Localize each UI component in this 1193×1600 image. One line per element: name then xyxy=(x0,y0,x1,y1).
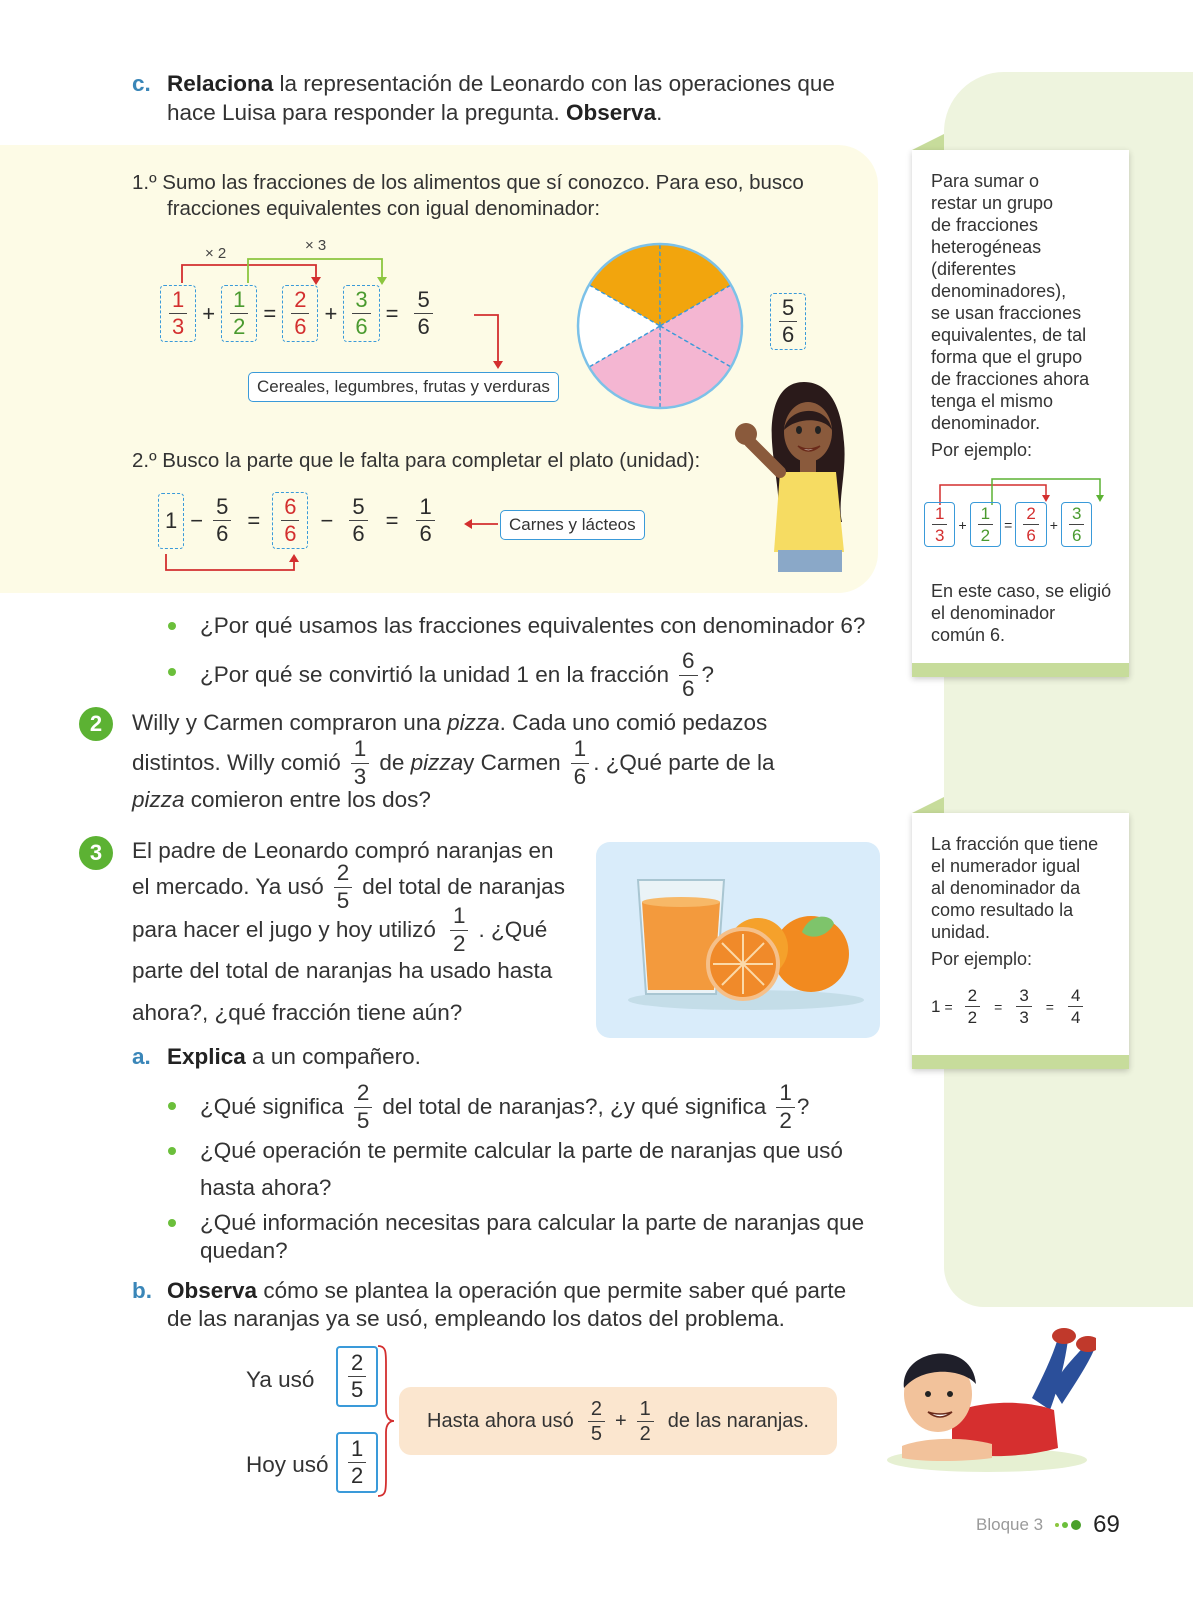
equals-sign: = xyxy=(263,300,277,326)
pie-fraction-box xyxy=(770,293,806,350)
item-a-keyword: Explica xyxy=(167,1044,246,1069)
frac-num: 1 xyxy=(776,1082,795,1108)
frac-den: 6 xyxy=(782,322,795,347)
item-c-text1: la representación de Leonardo con las operaciones que xyxy=(273,71,835,96)
frac-num: 5 xyxy=(349,496,367,521)
side1-arrows xyxy=(932,475,1112,505)
item-a-bullet-1 xyxy=(200,1082,809,1132)
side-card-1 xyxy=(912,150,1129,677)
result-box xyxy=(399,1387,837,1455)
frac-den: 6 xyxy=(419,521,432,546)
item-b-letter: b. xyxy=(132,1278,152,1303)
side2-one: 1 xyxy=(931,996,941,1016)
frac-den: 6 xyxy=(1026,526,1036,545)
frac-den: 2 xyxy=(233,314,246,339)
result-text-a: Hasta ahora usó xyxy=(427,1409,574,1432)
frac-den: 2 xyxy=(980,526,991,545)
frac-num: 2 xyxy=(588,1399,605,1422)
frac-den: 3 xyxy=(172,314,185,339)
side1-line: de fracciones xyxy=(931,215,1039,235)
hoy-uso-frac xyxy=(348,1438,366,1487)
side-card-2-wave xyxy=(912,1055,1129,1069)
side1-line: Para sumar o xyxy=(931,171,1040,191)
step2-line: 2.º Busco la parte que le falta para completar el plato (unidad): xyxy=(132,449,701,472)
a-b3-l2: quedan? xyxy=(200,1238,288,1263)
brace-icon xyxy=(376,1344,396,1498)
frac-den: 3 xyxy=(353,763,367,789)
problem-2-number: 2 xyxy=(79,707,113,741)
p3-l2a: el mercado. Ya usó xyxy=(132,874,324,899)
side1-line: de fracciones ahora xyxy=(931,369,1090,389)
frac-den: 4 xyxy=(1070,1008,1081,1027)
step1-line2: fracciones equivalentes con igual denominador: xyxy=(167,197,601,220)
hoy-uso-label: Hoy usó xyxy=(246,1452,329,1477)
step1-frac-box-2 xyxy=(221,285,257,342)
side2-frac-2 xyxy=(1016,987,1031,1026)
frac-num: 3 xyxy=(1016,987,1031,1007)
item-a-bullet-2 xyxy=(200,1137,843,1202)
frac-num: 6 xyxy=(281,496,299,521)
frac-num: 1 xyxy=(450,905,469,931)
result-frac2 xyxy=(637,1399,654,1444)
frac-den: 5 xyxy=(351,1377,364,1402)
p2-frac2 xyxy=(571,738,590,788)
p2-l2a: distintos. Willy comió xyxy=(132,750,341,775)
item-a xyxy=(132,1043,421,1071)
p3-l2b: del total de naranjas xyxy=(362,874,565,899)
pie-chart-icon xyxy=(574,240,746,412)
equals-sign: = xyxy=(1004,516,1013,533)
p2-l2b: de xyxy=(379,750,405,775)
side1-equation xyxy=(924,502,1092,547)
bullet xyxy=(168,1102,176,1110)
frac-den: 5 xyxy=(356,1107,370,1133)
side2-frac-3 xyxy=(1068,987,1083,1026)
side2-line: el numerador igual xyxy=(931,856,1081,876)
frac-den: 6 xyxy=(1071,526,1082,545)
item-c-keyword2: Observa xyxy=(566,100,657,125)
question-c-1: ¿Por qué usamos las fracciones equivalentes con denominador 6? xyxy=(200,613,866,638)
p2-l2d: . ¿Qué parte de la xyxy=(593,750,775,775)
frac-den: 6 xyxy=(573,763,587,789)
question-c-2-frac xyxy=(679,650,698,700)
side1-line: denominadores), xyxy=(931,281,1067,301)
p2-l3b: comieron entre los dos? xyxy=(184,787,431,812)
frac-num: 1 xyxy=(932,505,947,525)
side2-example: Por ejemplo: xyxy=(931,949,1033,969)
side1-example: Por ejemplo: xyxy=(931,440,1033,460)
frac-num: 1 xyxy=(978,505,993,525)
hoy-uso-frac-box xyxy=(336,1432,378,1493)
frac-den: 6 xyxy=(216,521,229,546)
side-card-1-foot xyxy=(931,580,1111,646)
problem-3-line3 xyxy=(132,905,547,955)
side2-equation xyxy=(931,987,1087,1026)
item-c-letter: c. xyxy=(132,71,151,96)
side2-frac-1 xyxy=(965,987,980,1026)
frac-den: 3 xyxy=(1019,1008,1029,1027)
girl-illustration xyxy=(732,372,882,572)
a-b1c: ? xyxy=(796,1094,810,1119)
footer-block: Bloque 3 xyxy=(976,1515,1044,1534)
a-b1-frac1 xyxy=(354,1082,373,1132)
item-b-l1: cómo se plantea la operación que permite saber qué parte xyxy=(257,1278,847,1303)
p2-l2-italic: pizza xyxy=(410,750,464,775)
side-card-2-text xyxy=(912,813,1129,970)
page-number: 69 xyxy=(1093,1511,1120,1538)
frac-num: 2 xyxy=(291,289,309,314)
pie-fraction xyxy=(779,297,797,346)
bullet xyxy=(168,622,176,630)
frac-num: 1 xyxy=(571,738,590,764)
item-a-letter: a. xyxy=(132,1044,151,1069)
a-b2-l1: ¿Qué operación te permite calcular la parte de naranjas que usó xyxy=(200,1138,843,1163)
equals-sign: = xyxy=(385,300,399,326)
frac-den: 5 xyxy=(336,887,350,913)
side-card-1-wave xyxy=(912,663,1129,677)
side1-foot-line: el denominador xyxy=(931,603,1056,623)
frac-den: 2 xyxy=(351,1463,364,1488)
p2-l2c: y Carmen xyxy=(463,750,561,775)
p2-frac1 xyxy=(351,738,370,788)
item-a-text: a un compañero. xyxy=(245,1044,421,1069)
frac-den: 3 xyxy=(935,526,945,545)
frac-num: 5 xyxy=(414,289,432,314)
side1-line: equivalentes, de tal xyxy=(931,325,1087,345)
side2-line: La fracción que tiene xyxy=(931,834,1099,854)
frac-num: 2 xyxy=(354,1082,373,1108)
a-b1-frac2 xyxy=(776,1082,795,1132)
frac-num: 2 xyxy=(1023,505,1038,525)
item-b-keyword: Observa xyxy=(167,1278,258,1303)
step1-frac-box-4 xyxy=(343,285,379,342)
item-c xyxy=(132,70,892,125)
item-c-end: . xyxy=(656,100,663,125)
frac-den: 6 xyxy=(294,314,307,339)
problem-3-line1: El padre de Leonardo compró naranjas en xyxy=(132,838,554,863)
side1-foot-line: común 6. xyxy=(931,625,1006,645)
side1-line: forma que el grupo xyxy=(931,347,1083,367)
p2-l3-italic: pizza xyxy=(132,787,185,812)
side1-line: denominador. xyxy=(931,413,1041,433)
equals-sign: = xyxy=(994,998,1003,1015)
question-c-2-end: ? xyxy=(701,662,715,687)
problem-2-line3 xyxy=(132,786,431,814)
frac-num: 1 xyxy=(348,1438,366,1463)
equals-sign: = xyxy=(247,507,261,533)
item-b-l2: de las naranjas ya se usó, empleando los datos del problema. xyxy=(167,1306,785,1331)
frac-den: 2 xyxy=(779,1107,792,1133)
step1-frac-box-1 xyxy=(160,285,196,342)
side2-line: unidad. xyxy=(931,922,991,942)
frac-num: 5 xyxy=(213,496,231,521)
problem-3-line5: ahora?, ¿qué fracción tiene aún? xyxy=(132,1000,463,1025)
frac-den: 6 xyxy=(284,521,297,546)
side1-box-4 xyxy=(1061,502,1092,547)
frac-num: 1 xyxy=(637,1399,654,1422)
p2-l1b: . Cada uno comió pedazos xyxy=(499,710,768,735)
side1-line: se usan fracciones xyxy=(931,303,1082,323)
step2-label: Carnes y lácteos xyxy=(500,510,645,540)
p3-l3a: para hacer el jugo y hoy utilizó xyxy=(132,917,436,942)
frac-num: 1 xyxy=(416,496,434,521)
frac-num: 6 xyxy=(679,650,698,676)
frac-num: 1 xyxy=(351,738,370,764)
frac-den: 2 xyxy=(967,1008,978,1027)
side1-box-2 xyxy=(970,502,1001,547)
frac-den: 6 xyxy=(355,314,368,339)
a-b2-l2: hasta ahora? xyxy=(200,1175,332,1200)
side-card-2-tab xyxy=(912,797,944,813)
equals-sign: = xyxy=(385,507,399,533)
side-card-1-text xyxy=(912,150,1129,461)
problem-3-line4: parte del total de naranjas ha usado hasta xyxy=(132,958,553,983)
frac-den: 5 xyxy=(590,1422,602,1445)
result-text-b: de las naranjas. xyxy=(667,1409,809,1432)
side1-line: (diferentes xyxy=(931,259,1017,279)
frac-den: 6 xyxy=(682,675,695,701)
step1-label: Cereales, legumbres, frutas y verduras xyxy=(248,372,559,402)
frac-den: 6 xyxy=(417,314,430,339)
footer-dots-icon xyxy=(1055,1520,1081,1530)
boy-illustration xyxy=(882,1318,1096,1478)
step1-mult3: × 3 xyxy=(305,237,327,254)
footer xyxy=(976,1511,1120,1539)
item-b xyxy=(132,1277,847,1331)
side1-line: restar un grupo xyxy=(931,193,1054,213)
side1-line: tenga el mismo xyxy=(931,391,1054,411)
step1-frac-box-3 xyxy=(282,285,318,342)
side1-foot-line: En este caso, se eligió xyxy=(931,581,1112,601)
plus-sign: + xyxy=(324,300,338,326)
side1-line: heterogéneas xyxy=(931,237,1042,257)
frac-num: 4 xyxy=(1068,987,1083,1007)
a-b1b: del total de naranjas?, ¿y qué significa xyxy=(382,1094,767,1119)
frac-num: 2 xyxy=(334,862,353,888)
frac-den: 2 xyxy=(452,930,466,956)
a-b3-l1: ¿Qué información necesitas para calcular la parte de naranjas que xyxy=(200,1210,865,1235)
plus-sign: + xyxy=(958,516,967,533)
side1-box-3 xyxy=(1015,502,1046,547)
question-c-2 xyxy=(200,650,714,700)
minus-sign: − xyxy=(190,507,204,533)
result-frac1 xyxy=(588,1399,605,1444)
frac-num: 1 xyxy=(230,289,248,314)
step1-line1: 1.º Sumo las fracciones de los alimentos que sí conozco. Para eso, busco xyxy=(132,171,804,194)
item-c-keyword: Relaciona xyxy=(167,71,274,96)
step1-text xyxy=(132,170,804,222)
problem-2-line1 xyxy=(132,709,767,737)
frac-num: 3 xyxy=(352,289,370,314)
bullet xyxy=(168,1147,176,1155)
p3-frac2 xyxy=(450,905,469,955)
frac-den: 2 xyxy=(639,1422,651,1445)
side-card-2 xyxy=(912,813,1129,1069)
frac-num: 5 xyxy=(779,297,797,322)
p3-l3b: . ¿Qué xyxy=(478,917,548,942)
question-c-2-text: ¿Por qué se convirtió la unidad 1 en la fracción xyxy=(200,662,670,687)
bullet xyxy=(168,668,176,676)
side2-line: al denominador da xyxy=(931,878,1081,898)
step1-equation xyxy=(160,285,437,342)
frac-num: 2 xyxy=(965,987,980,1007)
p2-l1-italic: pizza xyxy=(447,710,500,735)
problem-2-line2 xyxy=(132,738,775,788)
ya-uso-frac-box xyxy=(336,1346,378,1407)
a-b1a: ¿Qué significa xyxy=(200,1094,344,1119)
plus-sign: + xyxy=(202,300,216,326)
frac-num: 2 xyxy=(348,1352,366,1377)
juice-oranges-icon xyxy=(596,842,880,1038)
item-c-text2: hace Luisa para responder la pregunta. xyxy=(167,100,567,125)
step1-mult2: × 2 xyxy=(205,245,227,262)
frac-num: 1 xyxy=(169,289,187,314)
juice-oranges-illustration xyxy=(596,842,880,1038)
step1-result-frac xyxy=(414,289,432,338)
side-card-1-tab xyxy=(912,134,944,150)
side1-box-1 xyxy=(924,502,955,547)
ya-uso-frac xyxy=(348,1352,366,1401)
problem-3-number: 3 xyxy=(79,836,113,870)
bullet xyxy=(168,1219,176,1227)
ya-uso-label: Ya usó xyxy=(246,1367,315,1392)
item-a-bullet-3 xyxy=(200,1209,864,1265)
equals-sign: = xyxy=(944,998,953,1015)
frac-den: 6 xyxy=(352,521,365,546)
equals-sign: = xyxy=(1045,998,1054,1015)
plus-sign: + xyxy=(1049,516,1058,533)
frac-num: 3 xyxy=(1069,505,1084,525)
step2-arrows xyxy=(160,500,510,580)
result-plus: + xyxy=(614,1409,627,1432)
side2-line: como resultado la xyxy=(931,900,1074,920)
step2-one: 1 xyxy=(165,507,178,533)
p2-l1a: Willy y Carmen compraron una xyxy=(132,710,448,735)
minus-sign: − xyxy=(320,507,334,533)
